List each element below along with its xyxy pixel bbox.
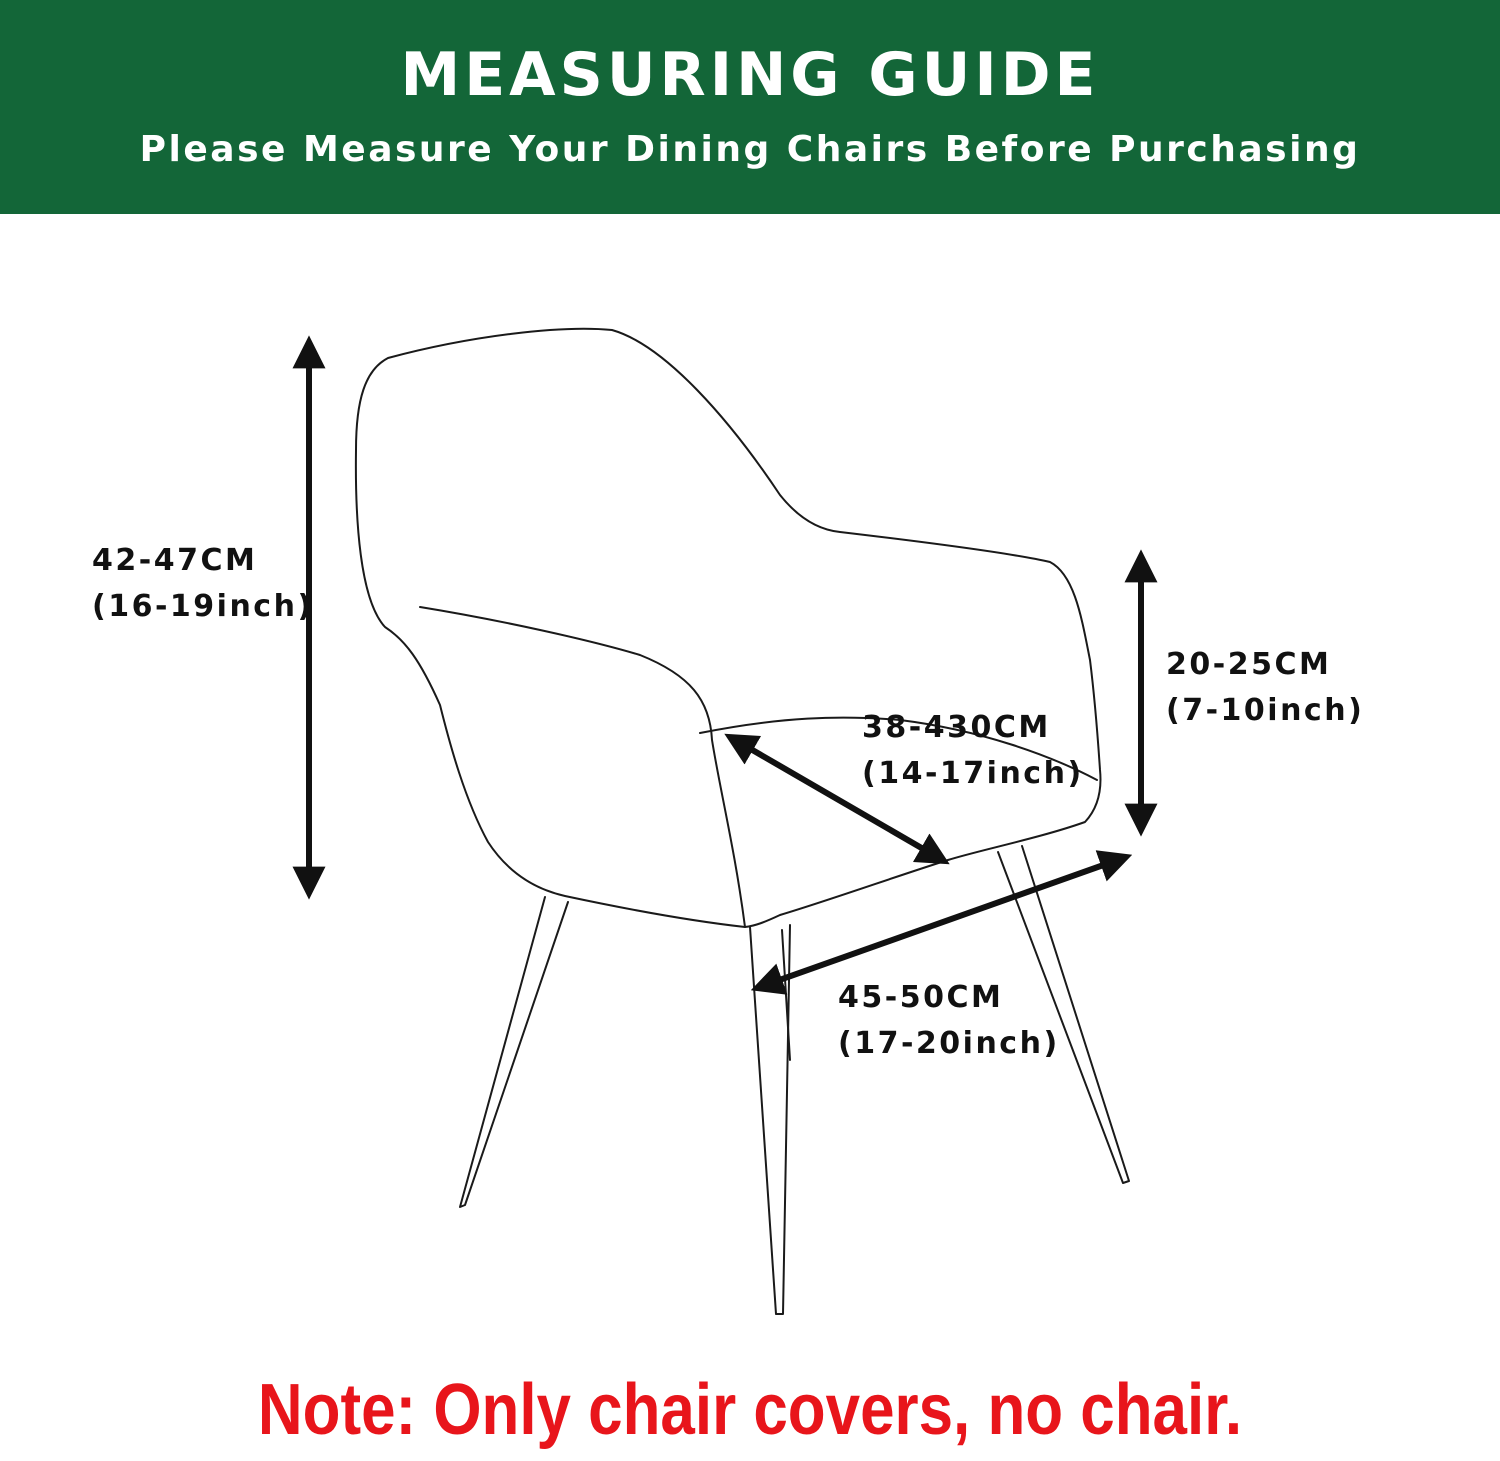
seat-depth-label <box>862 705 1084 797</box>
header-banner <box>0 0 1500 214</box>
chair-outline <box>356 329 1129 1314</box>
seat-width-cm: 45-50CM <box>838 980 1004 1015</box>
seat-depth-inch: (14-17inch) <box>862 756 1084 791</box>
leg-front-left <box>460 897 568 1207</box>
measurement-arrows <box>309 342 1141 988</box>
arm-height-cm: 20-25CM <box>1166 647 1332 682</box>
height-cm: 42-47CM <box>92 543 258 578</box>
height-inch: (16-19inch) <box>92 589 314 624</box>
chair-shell <box>356 329 1101 927</box>
seat-width-label <box>838 975 1060 1067</box>
seat-depth-cm: 38-430CM <box>862 710 1051 745</box>
arm-height-inch: (7-10inch) <box>1166 693 1365 728</box>
seat-width-inch: (17-20inch) <box>838 1026 1060 1061</box>
page-subtitle: Please Measure Your Dining Chairs Before Purchasing <box>139 129 1361 170</box>
seat-width-arrow <box>757 857 1126 988</box>
chair-diagram <box>0 214 1500 1344</box>
note-text: Note: Only chair covers, no chair. <box>257 1370 1243 1450</box>
inner-armrest-left <box>420 607 745 927</box>
arm-height-label <box>1166 642 1364 734</box>
height-label <box>92 538 314 630</box>
page-title: MEASURING GUIDE <box>400 40 1100 110</box>
